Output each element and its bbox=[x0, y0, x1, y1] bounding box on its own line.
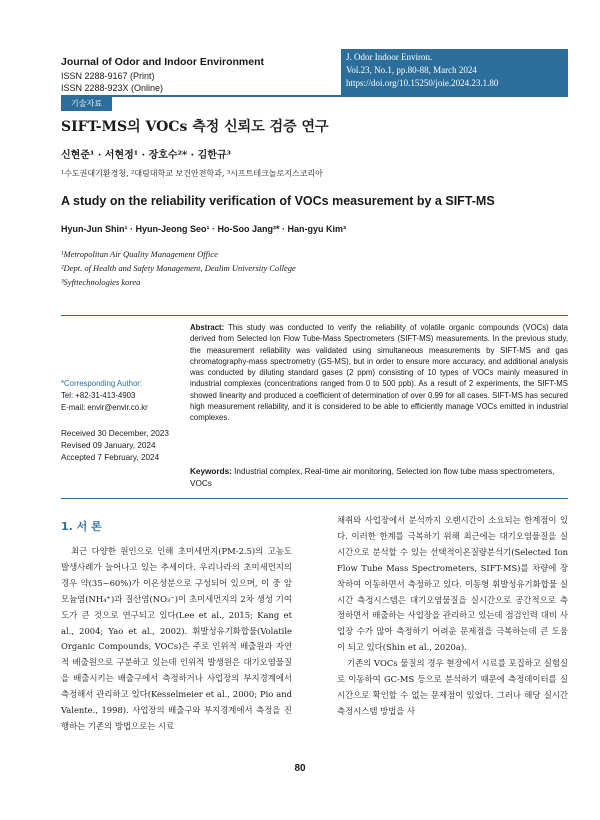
keywords-text: Industrial complex, Real-time air monitoring, Selected ion flow tube mass spectrometers, VOCs bbox=[190, 467, 555, 488]
corresponding-email[interactable]: E-mail: envir@envir.co.kr bbox=[61, 403, 148, 412]
date-accepted: Accepted 7 February, 2024 bbox=[61, 453, 160, 462]
english-affiliation-1: ¹Metropolitan Air Quality Management Office bbox=[61, 249, 218, 259]
journal-name: Journal of Odor and Indoor Environment bbox=[61, 56, 265, 68]
english-affiliation-2: ²Dept. of Health and Safety Management, Dealim University College bbox=[61, 263, 296, 273]
body-paragraph: 최근 다양한 원인으로 인해 초미세먼지(PM-2.5)의 고농도 발생사례가 늘어나고 있는 추세이다. 우리나라의 초미세먼지의 경우 약(35~60%)가 이온성분으로 구성되어 있으며, 이 중 암모늄염(NH₄⁺)과 질산염(NO₃⁻)이 초미세먼지의 2차 생성 기여도가 큰 것으로 연구되고 있다(Lee et al., 2015; Kang et al., 2004; Yao et al., 2002). 휘발성유기화합물(Volatile Organic Compounds, VOCs)은 주로 인위적 배출원과 자연적 배출원으로 구분하고 있는데 인위적 발생원은 대기오염물질을 배출시키는 배출구에서 측정하거나 사업장의 부지경계에서 측정해서 관리하고 있다(Kesselmeier et al., 2000; Pio and Valente., 1998). 사업장의 배출구와 부지경계에서 측정을 진행하는 기존의 방법으로는 시료 bbox=[61, 546, 292, 731]
journal-doi[interactable]: https://doi.org/10.15250/joie.2024.23.1.80 bbox=[346, 78, 499, 88]
article-type-badge: 기술자료 bbox=[61, 97, 112, 111]
journal-citation-box bbox=[341, 49, 568, 95]
corresponding-tel: Tel: +82-31-413-4903 bbox=[61, 391, 136, 400]
section-heading-introduction: 1. 서 론 bbox=[61, 520, 102, 533]
keywords-label: Keywords: bbox=[190, 467, 232, 476]
header-rule bbox=[61, 95, 568, 97]
date-received: Received 30 December, 2023 bbox=[61, 429, 169, 438]
issn-online: ISSN 2288-923X (Online) bbox=[61, 83, 164, 93]
body-right-column bbox=[337, 513, 568, 720]
english-authors: Hyun-Jun Shin¹ · Hyun-Jeong Seo¹ · Ho-Soo Jang²* · Han-gyu Kim³ bbox=[61, 224, 346, 234]
korean-affiliations: ¹수도권대기환경청, ²대림대학교 보건안전학과, ³시프트테크놀로지스코리아 bbox=[61, 169, 323, 178]
page-number: 80 bbox=[294, 763, 306, 774]
corresponding-label: *Corresponding Author: bbox=[61, 379, 143, 388]
keywords bbox=[190, 466, 568, 490]
korean-authors: 신현준¹ · 서현정¹ · 장호수²* · 김한규³ bbox=[61, 150, 232, 161]
journal-abbr: J. Odor Indoor Environ. bbox=[346, 52, 433, 62]
body-paragraph: 채취와 사업장에서 분석까지 오랜시간이 소요되는 한계점이 있다. 이러한 한계를 극복하기 위해 최근에는 대기오염물질을 실시간으로 분석할 수 있는 선택적이온질량분석기(Selected Ion Flow Tube Mass Spectrometers, SIFT-MS)를 차량에 장착하여 이동하면서 측정하고 있다. 이동형 휘발성유기화합물 실시간 측정시스템은 대기오염물질을 실시간으로 공간적으로 측정하면서 배출하는 사업장을 관리하고 있는데 점검인력 대비 사업장 수가 많아 측정하기 어려운 문제점을 극복하는데 큰 도움이 되고 있다(Shin et al., 2020a). bbox=[337, 515, 568, 653]
abstract-text: This study was conducted to verify the reliability of volatile organic compounds (VOCs) data derived from Selected Ion Flow Tube-Mass Spectrometers (SIFT-MS) measurements. In the previous study, the measurement reliability was validated using simultaneous measurements by SIFT-MS and gas chromatography-mass spectrometry (GS-MS), but in order to ensure more accuracy, and additional analysis was conducted by diluting standard gases (2 ppm) consisting of 10 types of VOCs mainly measured in industrial complexes (concentrations ranged from 0 to 500 ppb). As a result of 2 experiments, the SIFT-MS showed linearity and produced a coefficient of determination of over 0.99 for all cases. SIFT-MS has secured high measurement reliability, and it is considered to be able to efficiently manage VOCs emitted in industrial complexes. bbox=[190, 323, 568, 423]
english-affiliation-3: ³Syfttechnologies korea bbox=[61, 277, 141, 287]
issn-print: ISSN 2288-9167 (Print) bbox=[61, 71, 155, 81]
korean-title: SIFT-MS의 VOCs 측정 신뢰도 검증 연구 bbox=[61, 119, 329, 135]
date-revised: Revised 09 January, 2024 bbox=[61, 441, 156, 450]
body-left-column bbox=[61, 544, 292, 735]
english-title: A study on the reliability verification of VOCs measurement by a SIFT-MS bbox=[61, 194, 495, 208]
abstract-bottom-rule bbox=[61, 498, 568, 499]
abstract-top-rule bbox=[61, 315, 568, 316]
abstract bbox=[190, 322, 568, 424]
journal-volume: Vol.23, No.1, pp.80-88, March 2024 bbox=[346, 65, 477, 75]
body-paragraph: 기존의 VOCs 물질의 경우 현장에서 시료를 포집하고 실험실로 이동하여 GC-MS 등으로 분석하기 때문에 측정데이터를 실시간으로 확인할 수 없는 문제점이 있었다. 그러나 해당 실시간 측정시스템 방법을 사 bbox=[337, 658, 568, 716]
abstract-label: Abstract: bbox=[190, 323, 225, 332]
